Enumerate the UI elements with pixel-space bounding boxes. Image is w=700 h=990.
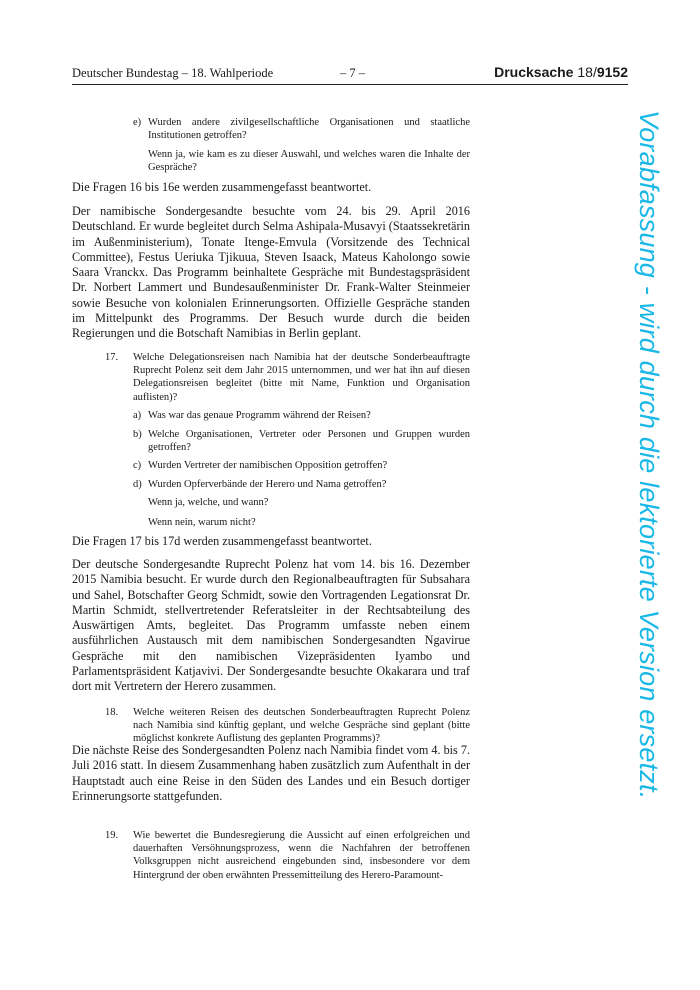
a17-body: Der deutsche Sondergesandte Ruprecht Polenz hat vom 14. bis 16. Dezember 2015 Namibia besucht. Er wurde durch den Regionalbeauftragten für Subsahara und Sahel, Botschafter Georg Schmidt, sowie den Vortragenden Legationsrat Dr. Martin Schmidt, stellvertretender Referatsleiter in der Rechtsabteilung des Auswärtigen Amts, begleitet. Das Programm umfasste neben einem ausführlichen Austausch mit dem namibischen Sondergesandten Ngavirue Gespräche mit den namibischen Vizepräsidenten Iyambo und Parlamentspräsident Katjavivi. Der Sondergesandte besuchte Okakarara und traf dort mit Vertretern der Herero zusammen. (72, 557, 470, 694)
q17-number: 17. (105, 352, 119, 363)
q17d-label: d) (133, 479, 142, 490)
q17b-label: b) (133, 429, 142, 440)
q17b-text: Welche Organisationen, Vertreter oder Personen und Gruppen wurden getroffen? (148, 429, 470, 454)
q17c-text: Wurden Vertreter der namibischen Opposition getroffen? (148, 460, 388, 471)
a18-body: Die nächste Reise des Sondergesandten Polenz nach Namibia findet vom 4. bis 7. Juli 2016 statt. In diesem Zusammenhang haben zusätzlich zum Aufenthalt in der Hauptstadt auch eine Reise in den Süden des Landes und ein Besuch dortiger Erinnerungsorte stattgefunden. (72, 743, 470, 803)
q18-text: Welche weiteren Reisen des deutschen Sonderbeauftragten Ruprecht Polenz nach Namibia sind künftig geplant, und welche Gespräche sind geplant (bitte möglichst konkrete Auflistung des geplanten Programms)? (133, 707, 470, 745)
q16e-text: Wurden andere zivilgesellschaftliche Organisationen und staatliche Institutionen getroffen? (148, 117, 470, 142)
q17a-label: a) (133, 410, 142, 421)
q16e-label: e) (133, 117, 142, 128)
document-number (494, 64, 628, 80)
q17c-label: c) (133, 460, 142, 471)
page-number: – 7 – (340, 66, 365, 80)
document-number-prefix: 18/ (577, 64, 597, 80)
q19-number: 19. (105, 830, 119, 841)
q17d-sub1: Wenn ja, welche, und wann? (148, 497, 269, 508)
a17-intro: Die Fragen 17 bis 17d werden zusammengefasst beantwortet. (72, 534, 372, 548)
q18-number: 18. (105, 707, 119, 718)
document-label: Drucksache (494, 64, 574, 80)
q16e-sub: Wenn ja, wie kam es zu dieser Auswahl, und welches waren die Inhalte der Gespräche? (148, 149, 470, 174)
header-rule (72, 84, 628, 85)
a16-intro: Die Fragen 16 bis 16e werden zusammengefasst beantwortet. (72, 180, 372, 194)
q19-text: Wie bewertet die Bundesregierung die Aussicht auf einen erfolgreichen und dauerhaften Versöhnungsprozess, wenn die Nachfahren der betroffenen Volksgruppen nicht ausreichend eingebunden sind, insbesondere vor dem Hintergrund der oben erwähnten Pressemitteilung des Herero-Paramount- (133, 830, 470, 881)
draft-watermark: Vorabfassung - wird durch die lektorierte Version ersetzt. (634, 110, 664, 800)
page-header (72, 66, 628, 84)
document-number-bold: 9152 (596, 64, 628, 80)
q17d-text: Wurden Opferverbände der Herero und Nama getroffen? (148, 479, 387, 490)
q17-text: Welche Delegationsreisen nach Namibia hat der deutsche Sonderbeauftragte Ruprecht Polenz seit dem Jahr 2015 unternommen, und wer hat ihn auf diesen Delegationsreisen begleitet (bitte mit Name, Funktion und Organisation auflisten)? (133, 352, 470, 403)
header-title: Deutscher Bundestag – 18. Wahlperiode (72, 66, 274, 80)
q17d-sub2: Wenn nein, warum nicht? (148, 517, 256, 528)
q17a-text: Was war das genaue Programm während der Reisen? (148, 410, 371, 421)
a16-body: Der namibische Sondergesandte besuchte vom 24. bis 29. April 2016 Deutschland. Er wurde begleitet durch Selma Ashipala-Musavyi (Staatssekretärin im Außenministerium), Tonate Itenge-Emvula (Vorsitzende des Technical Committee), Festus Ueriuka Tjikuua, Steven Isaack, Mateus Kaholongo sowie Saara Vranckx. Das Programm beinhaltete Gespräche mit Bundestagspräsident Dr. Norbert Lammert und Bundesaußenminister Dr. Frank-Walter Steinmeier sowie Besuche von kolonialen Erinnerungsorten. Offizielle Gespräche standen im Mittelpunkt des Programms. Der Besuch wurde durch die beiden Regierungen und die Botschaft Namibias in Berlin geplant. (72, 204, 471, 341)
